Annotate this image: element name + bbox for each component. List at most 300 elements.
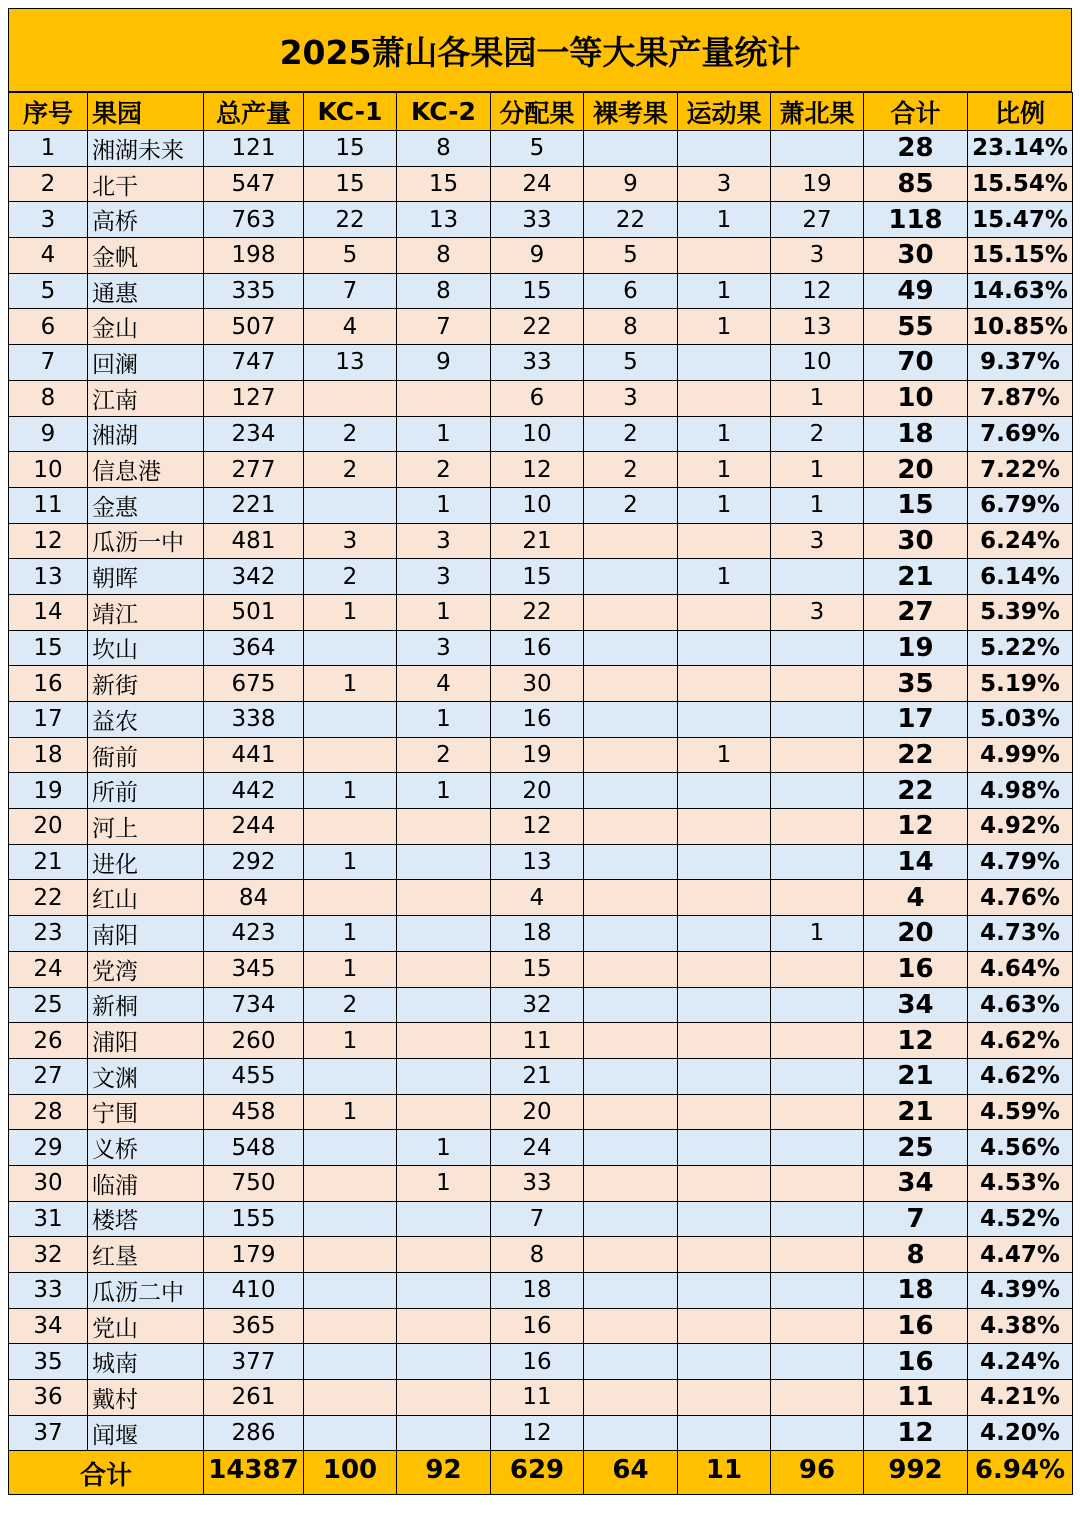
cell-orchard[interactable]: 信息港 [88, 452, 204, 488]
cell-sports[interactable]: 1 [678, 559, 771, 595]
cell-xiaobei[interactable]: 27 [771, 202, 864, 238]
cell-index[interactable]: 18 [9, 737, 88, 773]
cell-xiaobei[interactable] [771, 1415, 864, 1451]
cell-naked-exam[interactable] [584, 1344, 678, 1380]
cell-index[interactable]: 21 [9, 844, 88, 880]
cell-allocated[interactable]: 10 [491, 416, 584, 452]
cell-sports[interactable] [678, 809, 771, 845]
cell-sum[interactable]: 34 [864, 987, 968, 1023]
cell-allocated[interactable]: 11 [491, 1023, 584, 1059]
cell-kc1[interactable]: 15 [304, 166, 397, 202]
cell-allocated[interactable]: 15 [491, 559, 584, 595]
cell-total-production[interactable]: 441 [204, 737, 304, 773]
cell-naked-exam[interactable] [584, 1237, 678, 1273]
cell-total-production[interactable]: 179 [204, 1237, 304, 1273]
cell-allocated[interactable]: 24 [491, 166, 584, 202]
cell-orchard[interactable]: 河上 [88, 809, 204, 845]
cell-xiaobei[interactable]: 1 [771, 452, 864, 488]
cell-sports[interactable] [678, 523, 771, 559]
cell-sum[interactable]: 11 [864, 1380, 968, 1416]
cell-xiaobei[interactable] [771, 1237, 864, 1273]
cell-naked-exam[interactable]: 2 [584, 452, 678, 488]
total-cell[interactable]: 11 [678, 1451, 771, 1495]
cell-kc2[interactable] [397, 1058, 491, 1094]
cell-kc1[interactable] [304, 1344, 397, 1380]
cell-kc1[interactable] [304, 702, 397, 738]
cell-ratio[interactable]: 5.22% [968, 630, 1073, 666]
cell-naked-exam[interactable] [584, 951, 678, 987]
cell-allocated[interactable]: 33 [491, 1165, 584, 1201]
cell-total-production[interactable]: 345 [204, 951, 304, 987]
cell-allocated[interactable]: 13 [491, 844, 584, 880]
cell-naked-exam[interactable]: 5 [584, 345, 678, 381]
cell-naked-exam[interactable] [584, 666, 678, 702]
cell-orchard[interactable]: 瓜沥一中 [88, 523, 204, 559]
cell-index[interactable]: 15 [9, 630, 88, 666]
cell-xiaobei[interactable] [771, 1058, 864, 1094]
total-cell[interactable]: 6.94% [968, 1451, 1073, 1495]
cell-index[interactable]: 19 [9, 773, 88, 809]
col-header-sum[interactable]: 合计 [864, 93, 968, 131]
cell-naked-exam[interactable]: 6 [584, 273, 678, 309]
cell-sports[interactable] [678, 1094, 771, 1130]
cell-ratio[interactable]: 5.19% [968, 666, 1073, 702]
cell-kc2[interactable] [397, 1237, 491, 1273]
cell-kc1[interactable] [304, 1237, 397, 1273]
cell-orchard[interactable]: 新桐 [88, 987, 204, 1023]
cell-kc1[interactable]: 1 [304, 773, 397, 809]
cell-allocated[interactable]: 32 [491, 987, 584, 1023]
cell-orchard[interactable]: 文渊 [88, 1058, 204, 1094]
total-cell[interactable]: 92 [397, 1451, 491, 1495]
cell-sum[interactable]: 8 [864, 1237, 968, 1273]
cell-sum[interactable]: 28 [864, 131, 968, 167]
cell-xiaobei[interactable] [771, 666, 864, 702]
cell-ratio[interactable]: 7.22% [968, 452, 1073, 488]
cell-total-production[interactable]: 198 [204, 238, 304, 274]
cell-sum[interactable]: 7 [864, 1201, 968, 1237]
cell-orchard[interactable]: 金帆 [88, 238, 204, 274]
total-label[interactable]: 合计 [9, 1451, 204, 1495]
cell-total-production[interactable]: 221 [204, 487, 304, 523]
cell-sports[interactable] [678, 1023, 771, 1059]
cell-allocated[interactable]: 6 [491, 380, 584, 416]
cell-sports[interactable] [678, 880, 771, 916]
cell-index[interactable]: 17 [9, 702, 88, 738]
cell-kc2[interactable] [397, 987, 491, 1023]
cell-sum[interactable]: 35 [864, 666, 968, 702]
cell-xiaobei[interactable] [771, 1308, 864, 1344]
cell-naked-exam[interactable] [584, 880, 678, 916]
cell-kc1[interactable] [304, 630, 397, 666]
cell-naked-exam[interactable] [584, 1130, 678, 1166]
cell-index[interactable]: 14 [9, 594, 88, 630]
cell-total-production[interactable]: 507 [204, 309, 304, 345]
cell-sports[interactable] [678, 1380, 771, 1416]
cell-orchard[interactable]: 义桥 [88, 1130, 204, 1166]
cell-orchard[interactable]: 靖江 [88, 594, 204, 630]
cell-sports[interactable] [678, 345, 771, 381]
cell-orchard[interactable]: 楼塔 [88, 1201, 204, 1237]
cell-ratio[interactable]: 7.87% [968, 380, 1073, 416]
cell-ratio[interactable]: 5.03% [968, 702, 1073, 738]
cell-kc2[interactable] [397, 1094, 491, 1130]
cell-ratio[interactable]: 15.47% [968, 202, 1073, 238]
cell-sum[interactable]: 22 [864, 773, 968, 809]
cell-sum[interactable]: 12 [864, 1023, 968, 1059]
cell-total-production[interactable]: 292 [204, 844, 304, 880]
cell-index[interactable]: 29 [9, 1130, 88, 1166]
cell-ratio[interactable]: 4.64% [968, 951, 1073, 987]
cell-xiaobei[interactable]: 19 [771, 166, 864, 202]
cell-kc2[interactable]: 2 [397, 737, 491, 773]
cell-sum[interactable]: 12 [864, 1415, 968, 1451]
cell-allocated[interactable]: 33 [491, 345, 584, 381]
cell-total-production[interactable]: 455 [204, 1058, 304, 1094]
cell-kc2[interactable] [397, 380, 491, 416]
cell-sum[interactable]: 49 [864, 273, 968, 309]
cell-xiaobei[interactable] [771, 880, 864, 916]
cell-xiaobei[interactable]: 1 [771, 380, 864, 416]
cell-orchard[interactable]: 益农 [88, 702, 204, 738]
cell-naked-exam[interactable] [584, 1273, 678, 1309]
cell-naked-exam[interactable]: 2 [584, 487, 678, 523]
cell-allocated[interactable]: 16 [491, 630, 584, 666]
cell-ratio[interactable]: 4.62% [968, 1023, 1073, 1059]
cell-ratio[interactable]: 4.92% [968, 809, 1073, 845]
cell-sum[interactable]: 20 [864, 916, 968, 952]
cell-ratio[interactable]: 4.62% [968, 1058, 1073, 1094]
cell-allocated[interactable]: 16 [491, 702, 584, 738]
cell-xiaobei[interactable]: 2 [771, 416, 864, 452]
cell-sports[interactable] [678, 1130, 771, 1166]
cell-kc2[interactable] [397, 916, 491, 952]
cell-sports[interactable]: 1 [678, 416, 771, 452]
col-header-kc2[interactable]: KC-2 [397, 93, 491, 131]
cell-kc2[interactable]: 8 [397, 273, 491, 309]
cell-kc2[interactable] [397, 1380, 491, 1416]
cell-orchard[interactable]: 回澜 [88, 345, 204, 381]
cell-kc2[interactable]: 7 [397, 309, 491, 345]
cell-kc2[interactable]: 1 [397, 487, 491, 523]
cell-orchard[interactable]: 新街 [88, 666, 204, 702]
cell-orchard[interactable]: 湘湖未来 [88, 131, 204, 167]
cell-xiaobei[interactable] [771, 1380, 864, 1416]
cell-total-production[interactable]: 377 [204, 1344, 304, 1380]
cell-index[interactable]: 23 [9, 916, 88, 952]
cell-xiaobei[interactable] [771, 951, 864, 987]
cell-kc1[interactable] [304, 1415, 397, 1451]
cell-allocated[interactable]: 5 [491, 131, 584, 167]
col-header-allocated[interactable]: 分配果 [491, 93, 584, 131]
cell-allocated[interactable]: 22 [491, 309, 584, 345]
cell-sum[interactable]: 4 [864, 880, 968, 916]
cell-total-production[interactable]: 481 [204, 523, 304, 559]
cell-sum[interactable]: 10 [864, 380, 968, 416]
cell-sports[interactable]: 1 [678, 487, 771, 523]
cell-xiaobei[interactable] [771, 809, 864, 845]
cell-xiaobei[interactable] [771, 1165, 864, 1201]
cell-allocated[interactable]: 10 [491, 487, 584, 523]
cell-naked-exam[interactable] [584, 773, 678, 809]
cell-kc1[interactable]: 1 [304, 666, 397, 702]
cell-sum[interactable]: 15 [864, 487, 968, 523]
col-header-orchard[interactable]: 果园 [88, 93, 204, 131]
cell-index[interactable]: 22 [9, 880, 88, 916]
cell-naked-exam[interactable]: 9 [584, 166, 678, 202]
cell-xiaobei[interactable]: 12 [771, 273, 864, 309]
cell-sports[interactable] [678, 1237, 771, 1273]
cell-total-production[interactable]: 127 [204, 380, 304, 416]
cell-allocated[interactable]: 22 [491, 594, 584, 630]
cell-index[interactable]: 20 [9, 809, 88, 845]
cell-kc2[interactable] [397, 1201, 491, 1237]
cell-kc2[interactable]: 2 [397, 452, 491, 488]
cell-ratio[interactable]: 4.63% [968, 987, 1073, 1023]
cell-total-production[interactable]: 675 [204, 666, 304, 702]
cell-total-production[interactable]: 365 [204, 1308, 304, 1344]
cell-naked-exam[interactable] [584, 594, 678, 630]
cell-sum[interactable]: 18 [864, 416, 968, 452]
cell-total-production[interactable]: 548 [204, 1130, 304, 1166]
cell-total-production[interactable]: 155 [204, 1201, 304, 1237]
cell-sum[interactable]: 14 [864, 844, 968, 880]
cell-orchard[interactable]: 临浦 [88, 1165, 204, 1201]
cell-sports[interactable] [678, 594, 771, 630]
cell-sum[interactable]: 21 [864, 1058, 968, 1094]
cell-sum[interactable]: 18 [864, 1273, 968, 1309]
cell-kc2[interactable]: 1 [397, 1130, 491, 1166]
cell-kc2[interactable]: 4 [397, 666, 491, 702]
cell-orchard[interactable]: 戴村 [88, 1380, 204, 1416]
cell-orchard[interactable]: 宁围 [88, 1094, 204, 1130]
cell-orchard[interactable]: 湘湖 [88, 416, 204, 452]
cell-xiaobei[interactable]: 13 [771, 309, 864, 345]
cell-kc1[interactable]: 13 [304, 345, 397, 381]
cell-sum[interactable]: 70 [864, 345, 968, 381]
cell-index[interactable]: 25 [9, 987, 88, 1023]
cell-kc1[interactable]: 2 [304, 416, 397, 452]
cell-total-production[interactable]: 234 [204, 416, 304, 452]
cell-sum[interactable]: 16 [864, 1344, 968, 1380]
cell-orchard[interactable]: 金山 [88, 309, 204, 345]
cell-total-production[interactable]: 84 [204, 880, 304, 916]
cell-sum[interactable]: 12 [864, 809, 968, 845]
cell-sports[interactable] [678, 380, 771, 416]
cell-kc2[interactable] [397, 1023, 491, 1059]
cell-index[interactable]: 34 [9, 1308, 88, 1344]
cell-kc2[interactable]: 13 [397, 202, 491, 238]
cell-index[interactable]: 27 [9, 1058, 88, 1094]
cell-sports[interactable] [678, 1058, 771, 1094]
cell-orchard[interactable]: 浦阳 [88, 1023, 204, 1059]
cell-kc2[interactable]: 15 [397, 166, 491, 202]
cell-xiaobei[interactable] [771, 630, 864, 666]
cell-allocated[interactable]: 20 [491, 773, 584, 809]
cell-orchard[interactable]: 通惠 [88, 273, 204, 309]
cell-ratio[interactable]: 4.99% [968, 737, 1073, 773]
cell-kc1[interactable] [304, 1201, 397, 1237]
cell-ratio[interactable]: 10.85% [968, 309, 1073, 345]
cell-index[interactable]: 30 [9, 1165, 88, 1201]
cell-xiaobei[interactable] [771, 702, 864, 738]
cell-kc1[interactable]: 2 [304, 559, 397, 595]
cell-total-production[interactable]: 750 [204, 1165, 304, 1201]
cell-orchard[interactable]: 党湾 [88, 951, 204, 987]
cell-kc1[interactable]: 1 [304, 1023, 397, 1059]
cell-sum[interactable]: 118 [864, 202, 968, 238]
cell-total-production[interactable]: 734 [204, 987, 304, 1023]
cell-sports[interactable]: 1 [678, 737, 771, 773]
cell-ratio[interactable]: 4.52% [968, 1201, 1073, 1237]
cell-index[interactable]: 4 [9, 238, 88, 274]
cell-naked-exam[interactable] [584, 1380, 678, 1416]
cell-ratio[interactable]: 7.69% [968, 416, 1073, 452]
cell-index[interactable]: 35 [9, 1344, 88, 1380]
cell-ratio[interactable]: 6.14% [968, 559, 1073, 595]
cell-naked-exam[interactable] [584, 559, 678, 595]
col-header-total-production[interactable]: 总产量 [204, 93, 304, 131]
cell-naked-exam[interactable] [584, 1201, 678, 1237]
cell-ratio[interactable]: 4.39% [968, 1273, 1073, 1309]
cell-ratio[interactable]: 4.53% [968, 1165, 1073, 1201]
cell-orchard[interactable]: 党山 [88, 1308, 204, 1344]
cell-ratio[interactable]: 9.37% [968, 345, 1073, 381]
cell-kc2[interactable]: 3 [397, 630, 491, 666]
cell-kc2[interactable] [397, 1273, 491, 1309]
cell-index[interactable]: 16 [9, 666, 88, 702]
cell-ratio[interactable]: 4.21% [968, 1380, 1073, 1416]
cell-xiaobei[interactable]: 3 [771, 594, 864, 630]
cell-index[interactable]: 37 [9, 1415, 88, 1451]
cell-naked-exam[interactable]: 2 [584, 416, 678, 452]
cell-ratio[interactable]: 14.63% [968, 273, 1073, 309]
cell-orchard[interactable]: 高桥 [88, 202, 204, 238]
cell-total-production[interactable]: 277 [204, 452, 304, 488]
cell-orchard[interactable]: 城南 [88, 1344, 204, 1380]
cell-sports[interactable]: 3 [678, 166, 771, 202]
cell-kc1[interactable]: 1 [304, 594, 397, 630]
cell-allocated[interactable]: 18 [491, 1273, 584, 1309]
cell-kc1[interactable] [304, 880, 397, 916]
col-header-xiaobei[interactable]: 萧北果 [771, 93, 864, 131]
cell-total-production[interactable]: 410 [204, 1273, 304, 1309]
cell-kc2[interactable]: 3 [397, 559, 491, 595]
cell-index[interactable]: 1 [9, 131, 88, 167]
cell-kc1[interactable]: 3 [304, 523, 397, 559]
cell-naked-exam[interactable]: 5 [584, 238, 678, 274]
cell-ratio[interactable]: 4.98% [968, 773, 1073, 809]
cell-index[interactable]: 33 [9, 1273, 88, 1309]
cell-naked-exam[interactable]: 22 [584, 202, 678, 238]
col-header-naked-exam[interactable]: 裸考果 [584, 93, 678, 131]
cell-allocated[interactable]: 12 [491, 1415, 584, 1451]
cell-index[interactable]: 11 [9, 487, 88, 523]
cell-index[interactable]: 2 [9, 166, 88, 202]
cell-total-production[interactable]: 244 [204, 809, 304, 845]
cell-sum[interactable]: 21 [864, 559, 968, 595]
cell-total-production[interactable]: 338 [204, 702, 304, 738]
cell-kc2[interactable]: 1 [397, 773, 491, 809]
cell-naked-exam[interactable] [584, 131, 678, 167]
cell-index[interactable]: 8 [9, 380, 88, 416]
cell-sports[interactable] [678, 630, 771, 666]
cell-sports[interactable] [678, 844, 771, 880]
cell-kc1[interactable]: 2 [304, 987, 397, 1023]
cell-sports[interactable]: 1 [678, 273, 771, 309]
cell-xiaobei[interactable] [771, 844, 864, 880]
cell-orchard[interactable]: 金惠 [88, 487, 204, 523]
cell-kc2[interactable] [397, 951, 491, 987]
cell-total-production[interactable]: 335 [204, 273, 304, 309]
cell-index[interactable]: 24 [9, 951, 88, 987]
cell-sports[interactable] [678, 1415, 771, 1451]
cell-kc1[interactable]: 1 [304, 1094, 397, 1130]
cell-allocated[interactable]: 8 [491, 1237, 584, 1273]
cell-total-production[interactable]: 458 [204, 1094, 304, 1130]
cell-xiaobei[interactable] [771, 773, 864, 809]
col-header-index[interactable]: 序号 [9, 93, 88, 131]
cell-kc2[interactable] [397, 1415, 491, 1451]
cell-kc2[interactable]: 1 [397, 1165, 491, 1201]
cell-sum[interactable]: 34 [864, 1165, 968, 1201]
cell-orchard[interactable]: 江南 [88, 380, 204, 416]
cell-orchard[interactable]: 所前 [88, 773, 204, 809]
cell-ratio[interactable]: 4.59% [968, 1094, 1073, 1130]
cell-orchard[interactable]: 进化 [88, 844, 204, 880]
cell-kc1[interactable]: 22 [304, 202, 397, 238]
cell-total-production[interactable]: 364 [204, 630, 304, 666]
cell-kc2[interactable]: 9 [397, 345, 491, 381]
cell-sum[interactable]: 16 [864, 951, 968, 987]
cell-kc2[interactable]: 1 [397, 702, 491, 738]
cell-orchard[interactable]: 衙前 [88, 737, 204, 773]
cell-naked-exam[interactable] [584, 1415, 678, 1451]
cell-allocated[interactable]: 24 [491, 1130, 584, 1166]
cell-total-production[interactable]: 342 [204, 559, 304, 595]
cell-ratio[interactable]: 5.39% [968, 594, 1073, 630]
cell-kc1[interactable]: 2 [304, 452, 397, 488]
cell-allocated[interactable]: 21 [491, 523, 584, 559]
cell-ratio[interactable]: 4.38% [968, 1308, 1073, 1344]
cell-naked-exam[interactable] [584, 1023, 678, 1059]
cell-sports[interactable]: 1 [678, 309, 771, 345]
cell-naked-exam[interactable]: 8 [584, 309, 678, 345]
cell-sports[interactable] [678, 1344, 771, 1380]
cell-total-production[interactable]: 286 [204, 1415, 304, 1451]
total-cell[interactable]: 96 [771, 1451, 864, 1495]
cell-sum[interactable]: 27 [864, 594, 968, 630]
cell-orchard[interactable]: 朝晖 [88, 559, 204, 595]
cell-index[interactable]: 7 [9, 345, 88, 381]
cell-total-production[interactable]: 747 [204, 345, 304, 381]
cell-kc1[interactable] [304, 380, 397, 416]
cell-ratio[interactable]: 15.54% [968, 166, 1073, 202]
cell-total-production[interactable]: 547 [204, 166, 304, 202]
cell-xiaobei[interactable]: 3 [771, 238, 864, 274]
cell-allocated[interactable]: 18 [491, 916, 584, 952]
cell-kc1[interactable]: 1 [304, 951, 397, 987]
cell-orchard[interactable]: 红垦 [88, 1237, 204, 1273]
cell-allocated[interactable]: 21 [491, 1058, 584, 1094]
cell-ratio[interactable]: 6.24% [968, 523, 1073, 559]
cell-naked-exam[interactable] [584, 916, 678, 952]
cell-index[interactable]: 28 [9, 1094, 88, 1130]
cell-xiaobei[interactable]: 10 [771, 345, 864, 381]
cell-naked-exam[interactable] [584, 1058, 678, 1094]
cell-sports[interactable]: 1 [678, 452, 771, 488]
cell-ratio[interactable]: 4.47% [968, 1237, 1073, 1273]
